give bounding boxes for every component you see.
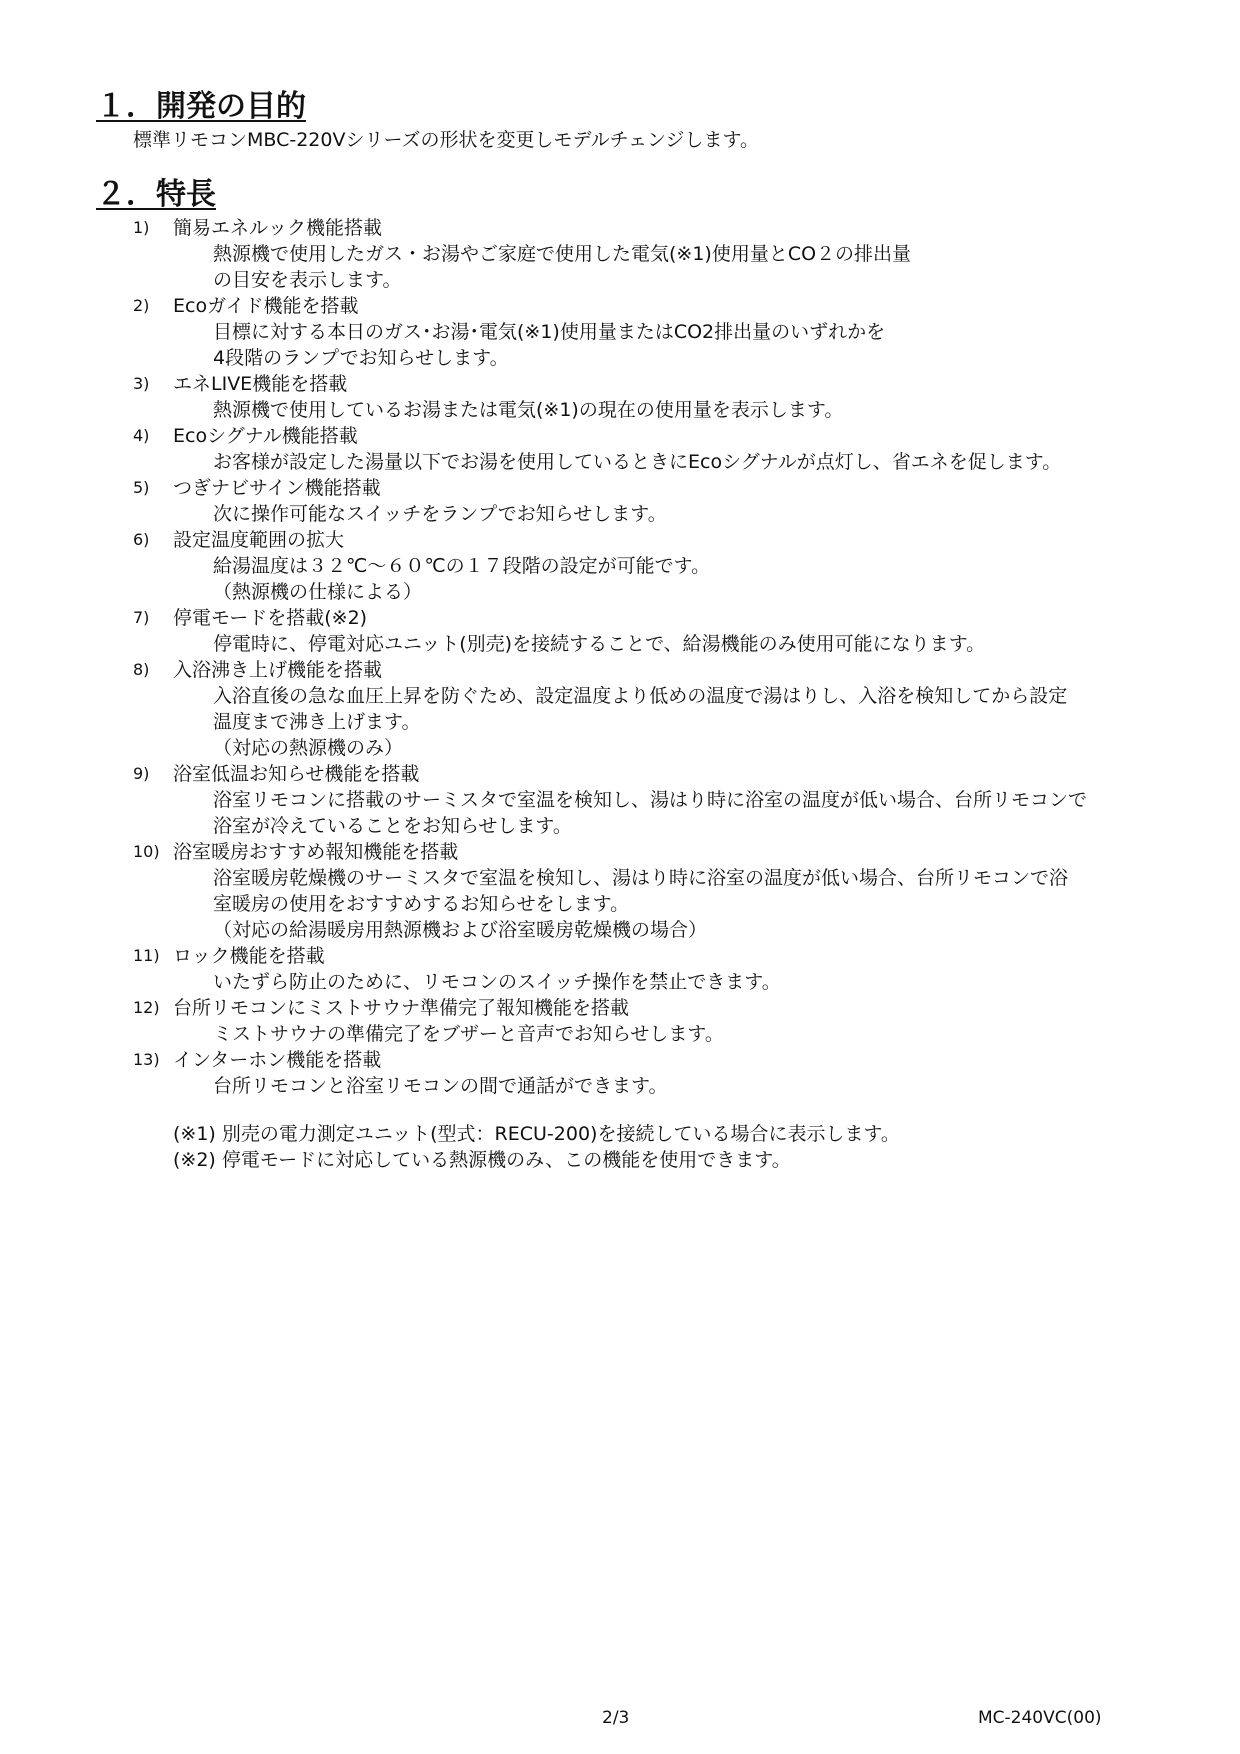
section2-heading: ２．特長 bbox=[96, 177, 216, 212]
feature-description: 4段階のランプでお知らせします。 bbox=[213, 347, 509, 369]
development-purpose-text: 標準リモコンMBC-220Vシリーズの形状を変更しモデルチェンジします。 bbox=[133, 129, 760, 151]
section1-heading: １．開発の目的 bbox=[96, 89, 306, 124]
feature-description: 停電時に、停電対応ユニット(別売)を接続することで、給湯機能のみ使用可能になります。 bbox=[213, 633, 986, 655]
feature-list bbox=[133, 215, 1173, 1099]
feature-title: インターホン機能を搭載 bbox=[173, 1049, 382, 1071]
feature-title: 停電モードを搭載(※2) bbox=[173, 607, 368, 629]
feature-item bbox=[133, 293, 1173, 371]
feature-item bbox=[133, 371, 1173, 423]
feature-description: 熱源機で使用したガス・お湯やご家庭で使用した電気(※1)使用量とCO２の排出量 bbox=[213, 243, 912, 265]
feature-description: 台所リモコンと浴室リモコンの間で通話ができます。 bbox=[213, 1075, 668, 1097]
feature-title: つぎナビサイン機能搭載 bbox=[173, 477, 381, 499]
feature-description: （熱源機の仕様による） bbox=[213, 581, 423, 603]
feature-description: 目標に対する本日のガス･お湯･電気(※1)使用量またはCO2排出量のいずれかを bbox=[213, 321, 886, 343]
feature-item bbox=[133, 761, 1173, 839]
feature-item bbox=[133, 215, 1173, 293]
feature-description: 浴室が冷えていることをお知らせします。 bbox=[213, 815, 572, 837]
feature-description: 室暖房の使用をおすすめするお知らせをします。 bbox=[213, 893, 630, 915]
feature-title: Ecoガイド機能を搭載 bbox=[173, 295, 359, 317]
feature-title: 浴室低温お知らせ機能を搭載 bbox=[173, 763, 420, 785]
feature-number: 3) bbox=[133, 374, 150, 393]
feature-number: 13) bbox=[133, 1050, 160, 1069]
feature-item bbox=[133, 943, 1173, 995]
feature-number: 6) bbox=[133, 530, 150, 549]
feature-item bbox=[133, 605, 1173, 657]
feature-title: 簡易エネルック機能搭載 bbox=[173, 217, 383, 239]
feature-description: いたずら防止のために、リモコンのスイッチ操作を禁止できます。 bbox=[213, 971, 781, 993]
feature-number: 10) bbox=[133, 842, 160, 861]
feature-number: 9) bbox=[133, 764, 150, 783]
feature-item bbox=[133, 839, 1173, 943]
feature-description: （対応の熱源機のみ） bbox=[213, 737, 404, 759]
feature-title: 浴室暖房おすすめ報知機能を搭載 bbox=[173, 841, 459, 863]
feature-number: 1) bbox=[133, 218, 150, 237]
feature-description: 浴室暖房乾燥機のサーミスタで室温を検知し、湯はり時に浴室の温度が低い場合、台所リモコンで浴 bbox=[213, 867, 1069, 889]
feature-description: 熱源機で使用しているお湯または電気(※1)の現在の使用量を表示します。 bbox=[213, 399, 844, 421]
feature-description: お客様が設定した湯量以下でお湯を使用しているときにEcoシグナルが点灯し、省エネを促します。 bbox=[213, 451, 1062, 473]
feature-description: 浴室リモコンに搭載のサーミスタで室温を検知し、湯はり時に浴室の温度が低い場合、台所リモコンで bbox=[213, 789, 1088, 811]
feature-item bbox=[133, 1047, 1173, 1099]
document-code: MC-240VC(00) bbox=[978, 1708, 1102, 1728]
feature-description: 給湯温度は３２℃～６０℃の１７段階の設定が可能です。 bbox=[213, 555, 711, 577]
feature-title: 入浴沸き上げ機能を搭載 bbox=[173, 659, 383, 681]
feature-number: 12) bbox=[133, 998, 160, 1017]
feature-description: 入浴直後の急な血圧上昇を防ぐため、設定温度より低めの温度で湯はりし、入浴を検知してから設定 bbox=[213, 685, 1068, 707]
feature-title: ロック機能を搭載 bbox=[173, 945, 325, 967]
feature-description: 温度まで沸き上げます。 bbox=[213, 711, 421, 733]
feature-item bbox=[133, 995, 1173, 1047]
feature-title: 台所リモコンにミストサウナ準備完了報知機能を搭載 bbox=[173, 997, 630, 1019]
footnote: (※1) 別売の電力測定ユニット(型式：RECU-200)を接続している場合に表示します。 bbox=[173, 1123, 900, 1145]
feature-item bbox=[133, 475, 1173, 527]
feature-number: 2) bbox=[133, 296, 150, 315]
feature-number: 7) bbox=[133, 608, 150, 627]
feature-title: Ecoシグナル機能搭載 bbox=[173, 425, 358, 447]
feature-number: 4) bbox=[133, 426, 150, 445]
feature-item bbox=[133, 423, 1173, 475]
feature-title: エネLIVE機能を搭載 bbox=[173, 373, 348, 395]
feature-title: 設定温度範囲の拡大 bbox=[173, 529, 345, 551]
page-number: 2/3 bbox=[602, 1708, 630, 1728]
footnote: (※2) 停電モードに対応している熱源機のみ、この機能を使用できます。 bbox=[173, 1149, 791, 1171]
footnotes bbox=[173, 1121, 900, 1173]
feature-number: 8) bbox=[133, 660, 150, 679]
feature-description: ミストサウナの準備完了をブザーと音声でお知らせします。 bbox=[213, 1023, 724, 1045]
feature-description: （対応の給湯暖房用熱源機および浴室暖房乾燥機の場合） bbox=[213, 919, 708, 941]
feature-number: 11) bbox=[133, 946, 160, 965]
feature-number: 5) bbox=[133, 478, 150, 497]
feature-item bbox=[133, 657, 1173, 761]
feature-description: 次に操作可能なスイッチをランプでお知らせします。 bbox=[213, 503, 667, 525]
feature-description: の目安を表示します。 bbox=[213, 269, 402, 291]
feature-item bbox=[133, 527, 1173, 605]
